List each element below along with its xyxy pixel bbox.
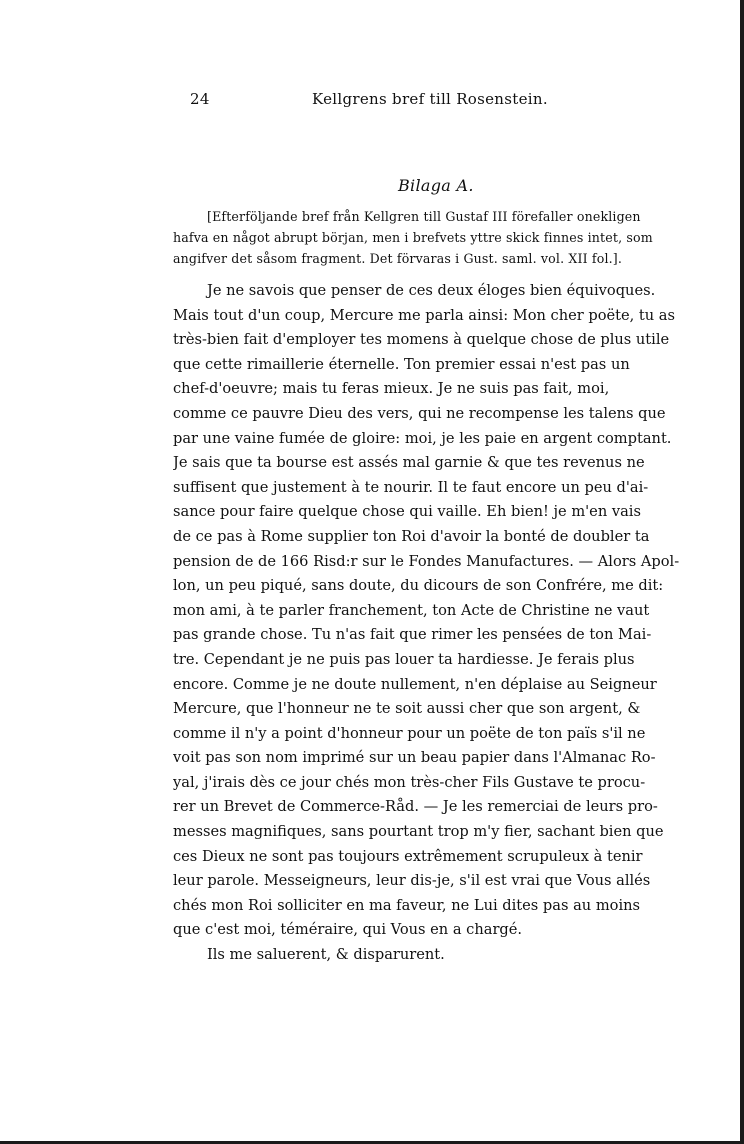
scan-border-right bbox=[740, 0, 744, 1144]
body-line: très-bien fait d'employer tes momens à quelque chose de plus utile bbox=[173, 331, 670, 349]
body-line: rer un Brevet de Commerce-Råd. — Je les remerciai de leurs pro- bbox=[173, 798, 658, 816]
body-line: chef-d'oeuvre; mais tu feras mieux. Je ne suis pas fait, moi, bbox=[173, 380, 610, 398]
body-line: encore. Comme je ne doute nullement, n'en déplaise au Seigneur bbox=[173, 675, 657, 693]
body-line: par une vaine fumée de gloire: moi, je les paie en argent comptant. bbox=[173, 429, 672, 447]
body-line: que cette rimaillerie éternelle. Ton premier essai n'est pas un bbox=[173, 355, 630, 373]
letter-body bbox=[173, 279, 694, 968]
body-line: pension de de 166 Risd:r sur le Fondes Manufactures. — Alors Apol- bbox=[173, 552, 680, 570]
body-line: pas grande chose. Tu n'as fait que rimer les pensées de ton Mai- bbox=[173, 626, 652, 644]
note-line: [Efterföljande bref från Kellgren till Gustaf III förefaller onekligen bbox=[207, 209, 641, 224]
section-title: Bilaga A. bbox=[398, 176, 474, 195]
body-line: comme il n'y a point d'honneur pour un poëte de ton païs s'il ne bbox=[173, 724, 646, 742]
running-head bbox=[0, 90, 744, 112]
body-line: sance pour faire quelque chose qui vaille. Eh bien! je m'en vais bbox=[173, 503, 641, 521]
editor-note bbox=[173, 206, 694, 269]
body-line: que c'est moi, téméraire, qui Vous en a chargé. bbox=[173, 921, 523, 939]
body-line: Je ne savois que penser de ces deux éloges bien équivoques. bbox=[207, 282, 656, 299]
page-number: 24 bbox=[190, 90, 210, 108]
note-line: hafva en något abrupt början, men i brefvets yttre skick finnes intet, som bbox=[173, 230, 653, 245]
body-line: voit pas son nom imprimé sur un beau papier dans l'Almanac Ro- bbox=[173, 749, 656, 767]
body-line: tre. Cependant je ne puis pas louer ta hardiesse. Je ferais plus bbox=[173, 650, 635, 668]
body-line: Mais tout d'un coup, Mercure me parla ainsi: Mon cher poëte, tu as bbox=[173, 306, 675, 324]
note-line: angifver det såsom fragment. Det förvaras i Gust. saml. vol. XII fol.]. bbox=[173, 251, 622, 266]
body-line: chés mon Roi solliciter en ma faveur, ne Lui dites pas au moins bbox=[173, 896, 640, 914]
body-line: comme ce pauvre Dieu des vers, qui ne recompense les talens que bbox=[173, 404, 666, 422]
body-line: Ils me saluerent, & disparurent. bbox=[207, 946, 445, 964]
body-line: leur parole. Messeigneurs, leur dis-je, s'il est vrai que Vous allés bbox=[173, 872, 651, 890]
body-line: yal, j'irais dès ce jour chés mon très-cher Fils Gustave te procu- bbox=[173, 773, 646, 791]
body-line: de ce pas à Rome supplier ton Roi d'avoir la bonté de doubler ta bbox=[173, 527, 650, 545]
body-line: mon ami, à te parler franchement, ton Acte de Christine ne vaut bbox=[173, 601, 650, 619]
body-line: messes magnifiques, sans pourtant trop m'y fier, sachant bien que bbox=[173, 823, 664, 841]
body-line: Je sais que ta bourse est assés mal garnie & que tes revenus ne bbox=[173, 454, 645, 472]
running-title: Kellgrens bref till Rosenstein. bbox=[312, 90, 548, 108]
body-line: lon, un peu piqué, sans doute, du dicours de son Confrére, me dit: bbox=[173, 577, 664, 595]
body-line: ces Dieux ne sont pas toujours extrêmement scrupuleux à tenir bbox=[173, 847, 643, 865]
body-line: Mercure, que l'honneur ne te soit aussi cher que son argent, & bbox=[173, 700, 641, 718]
body-line: suffisent que justement à te nourir. Il te faut encore un peu d'ai- bbox=[173, 478, 649, 496]
